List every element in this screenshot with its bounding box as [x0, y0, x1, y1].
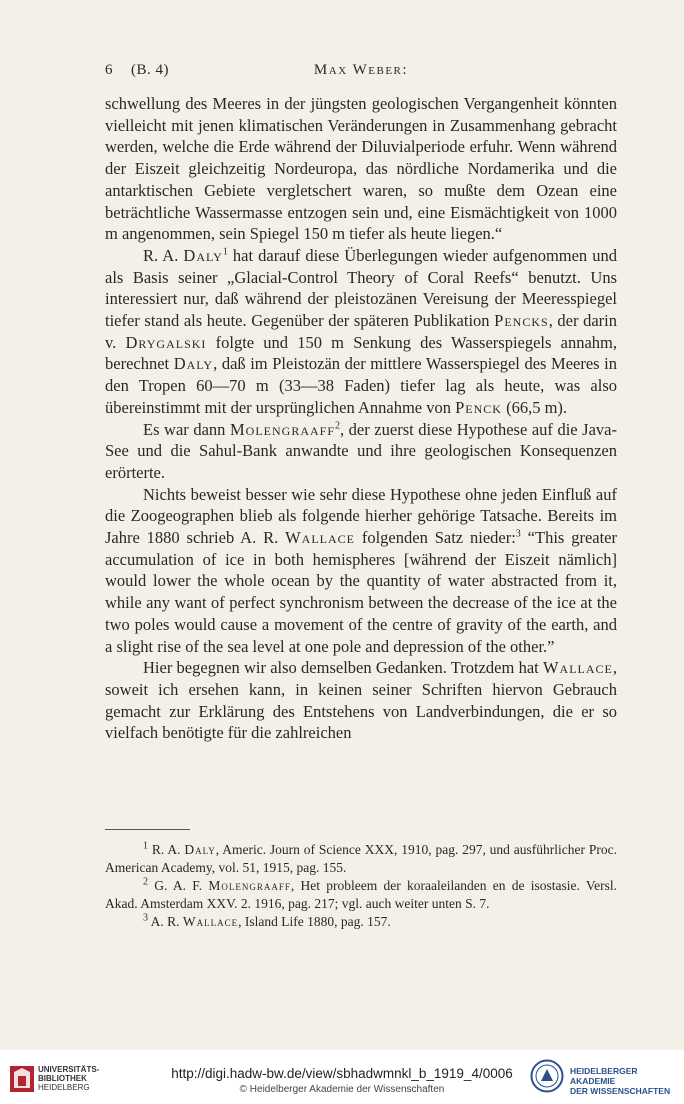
text-run: , Het probleem der koraaleilanden en de isostasie. Versl. Akad. Amsterdam XXV. 2. 1916, pag. 217; vgl. auch weiter unten S. 7. [105, 878, 617, 911]
small-caps-name: Wallace [182, 914, 239, 929]
small-caps-name: Wallace [542, 658, 613, 678]
copyright-notice: © Heidelberger Akademie der Wissenschaften [239, 1084, 445, 1095]
small-caps-name: Wallace [285, 528, 355, 548]
text-run: folgte und 150 m Senkung des Wasserspiegels annahm, berechnet [105, 332, 617, 374]
running-title-author: Max Weber: [313, 62, 409, 78]
text-run: G. A. F. [148, 878, 209, 893]
footnote-2 [105, 877, 617, 913]
text-run: , der darin v. [105, 311, 617, 352]
footnote-marker: 2 [143, 876, 148, 888]
text-run: , daß im Pleistozän der mittlere Wasserspiegel des Meeres in den Tropen 60—70 m (33—38 Faden) tiefer lag als heute, was also übereinstimmt mit der ursprünglichen Annahme von [105, 354, 617, 417]
text-run: Nichts beweist besser wie sehr diese Hypothese ohne jeden Einfluß auf die Zoogeographen blieb als folgende hierher gehörige Tatsache. Bereits im Jahre 1880 schrieb A. R. [105, 484, 617, 548]
text-run: Hier begegnen wir also demselben Gedanken. Trotzdem hat [143, 658, 543, 678]
permalink-url[interactable]: http://digi.hadw-bw.de/view/sbhadwmnkl_b_1919_4/0006 [171, 1066, 513, 1081]
text-run: , Americ. Journ of Science XXX, 1910, pag. 297, und ausführlicher Proc. American Academy, vol. 51, 1915, pag. 155. [105, 842, 617, 875]
text-run: folgenden Satz nieder: [354, 528, 516, 548]
text-run: “This greater accumulation of ice in both hemispheres [während der Eiszeit nämlich] would lower the whole ocean by the quantity of water abstracted from it, while any want of perfect synchronism between the decrease of the ice at the two poles would cause a movement of the centre of gravity of the earth, and a slight rise of the sea level at one pole and depression of the other.” [105, 528, 617, 656]
main-text [105, 93, 617, 744]
footnotes [105, 841, 617, 931]
paragraph-4 [105, 484, 617, 658]
small-caps-name: Daly [173, 354, 214, 374]
text-run: Es war dann [143, 419, 230, 439]
paragraph-2 [105, 245, 617, 419]
academy-name: HEIDELBERGER AKADEMIE DER WISSENSCHAFTEN [570, 1066, 671, 1096]
page-number: 6 [105, 62, 113, 78]
footnote-1 [105, 841, 617, 877]
text-run: A. R. [148, 914, 183, 929]
footnote-marker: 3 [143, 912, 148, 924]
footnote-marker: 3 [515, 528, 521, 540]
small-caps-name: Daly [183, 245, 223, 265]
footnote-marker: 1 [222, 246, 228, 258]
footnote-divider [105, 829, 190, 830]
small-caps-name: Drygalski [125, 332, 207, 352]
small-caps-name: Daly [184, 842, 216, 857]
paragraph-3 [105, 419, 617, 484]
small-caps-name: Pencks [494, 311, 549, 331]
text-run: R. A. [143, 245, 184, 265]
text-run: schwellung des Meeres in der jüngsten geologischen Vergangenheit könnten vielleicht mit jenen klimatischen Veränderungen in Zusammenhang gebracht werden, welche die Erde während der Diluvialperiode erfuhr. Wenn während der Eiszeit gleichzeitig Nordeuropa, das nördliche Nordamerika und die antarktischen Gebiete vergletschert waren, so mußte dem Ozean eine beträchtliche Wassermasse entzogen sein und, eine Eismächtigkeit von 1000 m angenommen, sein Spiegel 150 m tiefer als heute liegen.“ [105, 94, 617, 244]
paragraph-5 [105, 657, 617, 744]
text-run: (66,5 m). [501, 397, 568, 417]
small-caps-name: Molengraaff [229, 419, 335, 439]
small-caps-name: Penck [455, 397, 502, 417]
academy-seal-logo [530, 1059, 564, 1093]
text-run: R. A. [148, 842, 185, 857]
text-run: , soweit ich ersehen kann, in keinen seiner Schriften hiervon Gebrauch gemacht zur Erklärung des Entstehens von Landverbindungen, die er so vielfach benötigte für die zahlreichen [105, 658, 617, 743]
small-caps-name: Molengraaff [208, 878, 291, 893]
viewer-footer [0, 1050, 684, 1104]
footnote-3 [105, 913, 617, 931]
university-library-name: UNIVERSITÄTS- BIBLIOTHEK HEIDELBERG [38, 1065, 100, 1092]
section-marker: (B. 4) [131, 62, 169, 78]
footnote-marker: 2 [335, 420, 340, 432]
footnote-marker: 1 [143, 840, 148, 852]
text-run: hat darauf diese Überlegungen wieder aufgenommen und als Basis seiner „Glacial-Control Theory of Coral Reefs“ benutzt. Uns interessiert nur, daß während der pleistozänen Vereisung der Meeresspiegel tiefer stand als heute. Gegenüber der späteren Publikation [105, 245, 618, 331]
paragraph-1 [105, 93, 617, 245]
text-run: , Island Life 1880, pag. 157. [238, 914, 391, 929]
text-run: , der zuerst diese Hypothese auf die Java-See und die Sahul-Bank anwandte und ihre geologischen Konsequenzen erörterte. [105, 419, 617, 482]
